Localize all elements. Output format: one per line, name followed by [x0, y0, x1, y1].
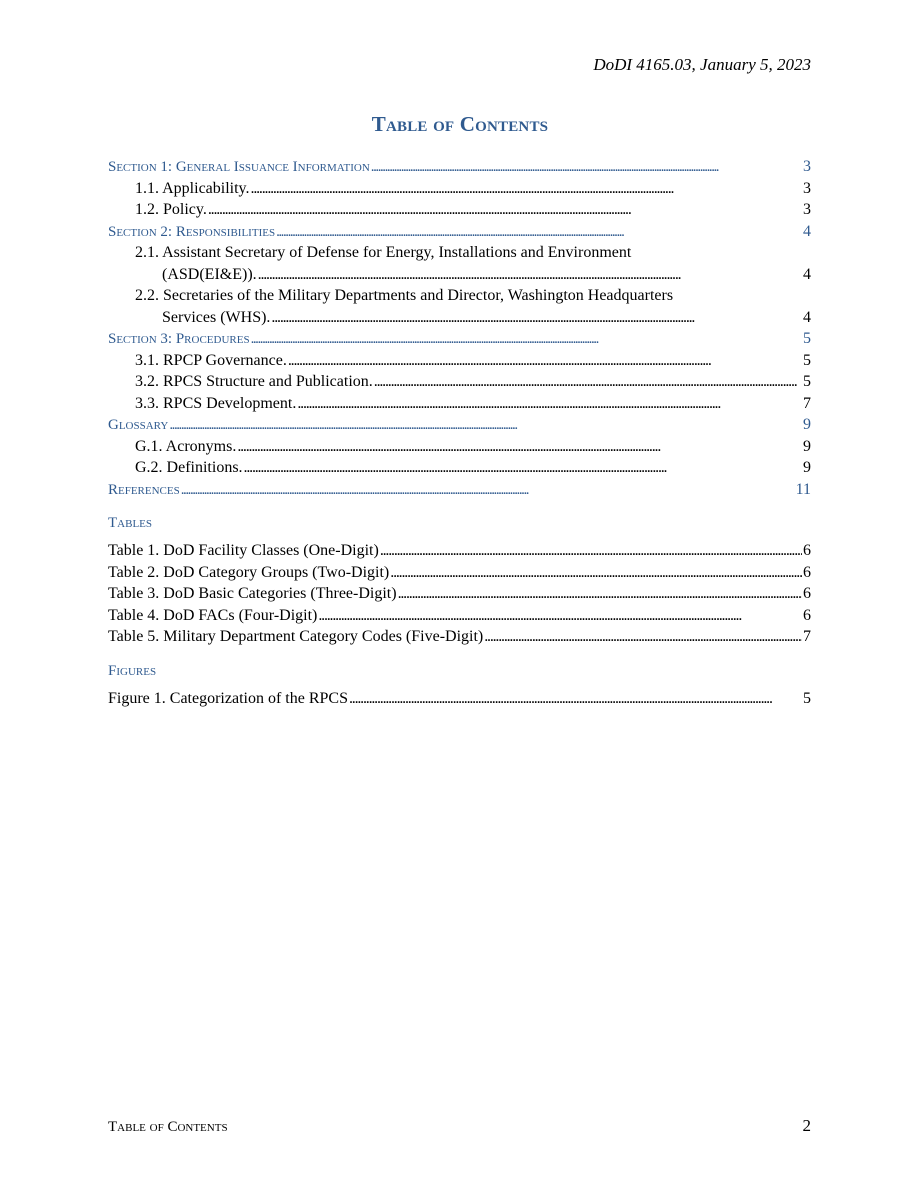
toc-entry-label: 2.2. Secretaries of the Military Departments and Director, Washington Headquarters	[135, 287, 674, 304]
toc-entry-table-2[interactable]	[108, 562, 811, 584]
toc-entry-figure-1[interactable]	[108, 688, 811, 710]
tables-heading: Tables	[108, 515, 152, 531]
dot-leader	[244, 457, 802, 479]
toc-entry-page: 7	[803, 394, 811, 412]
toc-entry-label: Table 1. DoD Facility Classes (One-Digit)	[108, 542, 379, 559]
dot-leader	[371, 157, 802, 179]
toc-entry-label: 3.3. RPCS Development.	[135, 394, 297, 412]
dot-leader	[390, 562, 802, 584]
toc-entry-page: 3	[803, 201, 811, 218]
toc-entry-page: 9	[803, 459, 811, 476]
toc-entry-3-3[interactable]	[108, 393, 811, 415]
toc-entry-label: Section 2: Responsibilities	[108, 223, 276, 240]
toc-entry-label-continued: Services (WHS).	[162, 308, 271, 326]
dot-leader	[276, 222, 802, 244]
toc-entry-g-2[interactable]	[108, 457, 811, 479]
toc-entry-section-3[interactable]	[108, 328, 811, 350]
toc-entry-label: Table 4. DoD FACs (Four-Digit)	[108, 606, 318, 624]
toc-entry-page: 4	[803, 265, 811, 283]
toc-entry-references[interactable]	[108, 479, 811, 501]
toc-entry-page: 6	[803, 563, 811, 581]
toc-entry-section-2[interactable]	[108, 221, 811, 243]
toc-entry-page: 7	[803, 628, 811, 645]
toc-entry-page: 6	[803, 542, 811, 559]
dot-leader	[271, 307, 802, 329]
toc-entry-label: G.1. Acronyms.	[135, 437, 237, 455]
dot-leader	[484, 626, 802, 648]
toc-entry-page: 5	[803, 330, 811, 347]
dot-leader	[297, 393, 802, 415]
toc-entry-table-4[interactable]	[108, 605, 811, 627]
toc-entry-continuation	[135, 264, 811, 286]
toc-entry-label: 2.1. Assistant Secretary of Defense for Energy, Installations and Environment	[135, 244, 632, 261]
toc-entry-3-1[interactable]	[108, 350, 811, 372]
dot-leader	[251, 178, 802, 200]
toc-entry-3-2[interactable]	[108, 371, 811, 393]
table-of-contents	[108, 156, 811, 709]
footer-section-label: Table of Contents	[108, 1119, 228, 1135]
toc-entry-label: 1.1. Applicability.	[135, 179, 250, 197]
toc-entry-page: 3	[803, 179, 811, 197]
dot-leader	[208, 199, 802, 221]
document-reference: DoDI 4165.03, January 5, 2023	[593, 55, 811, 74]
toc-entry-label-continued: (ASD(EI&E)).	[162, 265, 257, 283]
toc-entry-label: G.2. Definitions.	[135, 459, 243, 476]
toc-entry-2-1[interactable]	[108, 242, 811, 285]
dot-leader	[251, 329, 802, 351]
toc-entry-continuation	[135, 307, 811, 329]
toc-entry-page: 5	[803, 689, 811, 707]
toc-entry-section-1[interactable]	[108, 156, 811, 178]
dot-leader	[169, 415, 802, 437]
dot-leader	[349, 688, 802, 710]
toc-entry-label: Section 3: Procedures	[108, 331, 250, 347]
toc-entry-table-1[interactable]	[108, 540, 811, 562]
dot-leader	[237, 436, 802, 458]
toc-entry-2-2[interactable]	[108, 285, 811, 328]
toc-entry-1-1[interactable]	[108, 178, 811, 200]
dot-leader	[398, 583, 802, 605]
toc-entry-page: 6	[803, 606, 811, 624]
dot-leader	[374, 371, 802, 393]
toc-entry-page: 4	[803, 222, 811, 240]
toc-entry-page: 5	[803, 373, 811, 390]
dot-leader	[380, 540, 802, 562]
toc-entry-1-2[interactable]	[108, 199, 811, 221]
toc-entry-table-5[interactable]	[108, 626, 811, 648]
toc-entry-page: 9	[803, 416, 811, 433]
toc-entry-label: References	[108, 481, 180, 498]
toc-entry-label: Table 2. DoD Category Groups (Two-Digit)	[108, 563, 390, 581]
toc-entry-table-3[interactable]	[108, 583, 811, 605]
toc-entry-label: 3.1. RPCP Governance.	[135, 351, 287, 369]
toc-entry-page: 9	[803, 437, 811, 455]
toc-entry-glossary[interactable]	[108, 414, 811, 436]
toc-entry-label: Table 5. Military Department Category Codes (Five-Digit)	[108, 628, 484, 645]
toc-entry-g-1[interactable]	[108, 436, 811, 458]
toc-entry-page: 11	[795, 480, 811, 498]
toc-entry-page: 5	[803, 351, 811, 369]
figures-heading: Figures	[108, 662, 157, 679]
dot-leader	[288, 350, 802, 372]
dot-leader	[318, 605, 802, 627]
toc-entry-label: 1.2. Policy.	[135, 201, 207, 218]
toc-entry-page: 4	[803, 308, 811, 326]
toc-entry-label: 3.2. RPCS Structure and Publication.	[135, 373, 373, 390]
toc-entry-page: 3	[803, 158, 811, 175]
toc-entry-label: Glossary	[108, 417, 169, 433]
toc-entry-label: Table 3. DoD Basic Categories (Three-Digit)	[108, 585, 397, 602]
toc-entry-label: Section 1: General Issuance Information	[108, 159, 370, 175]
toc-entry-label: Figure 1. Categorization of the RPCS	[108, 689, 348, 707]
page-title: Table of Contents	[371, 112, 549, 136]
dot-leader	[258, 264, 802, 286]
footer-page-number: 2	[802, 1116, 811, 1135]
toc-entry-page: 6	[803, 585, 811, 602]
dot-leader	[181, 480, 795, 502]
